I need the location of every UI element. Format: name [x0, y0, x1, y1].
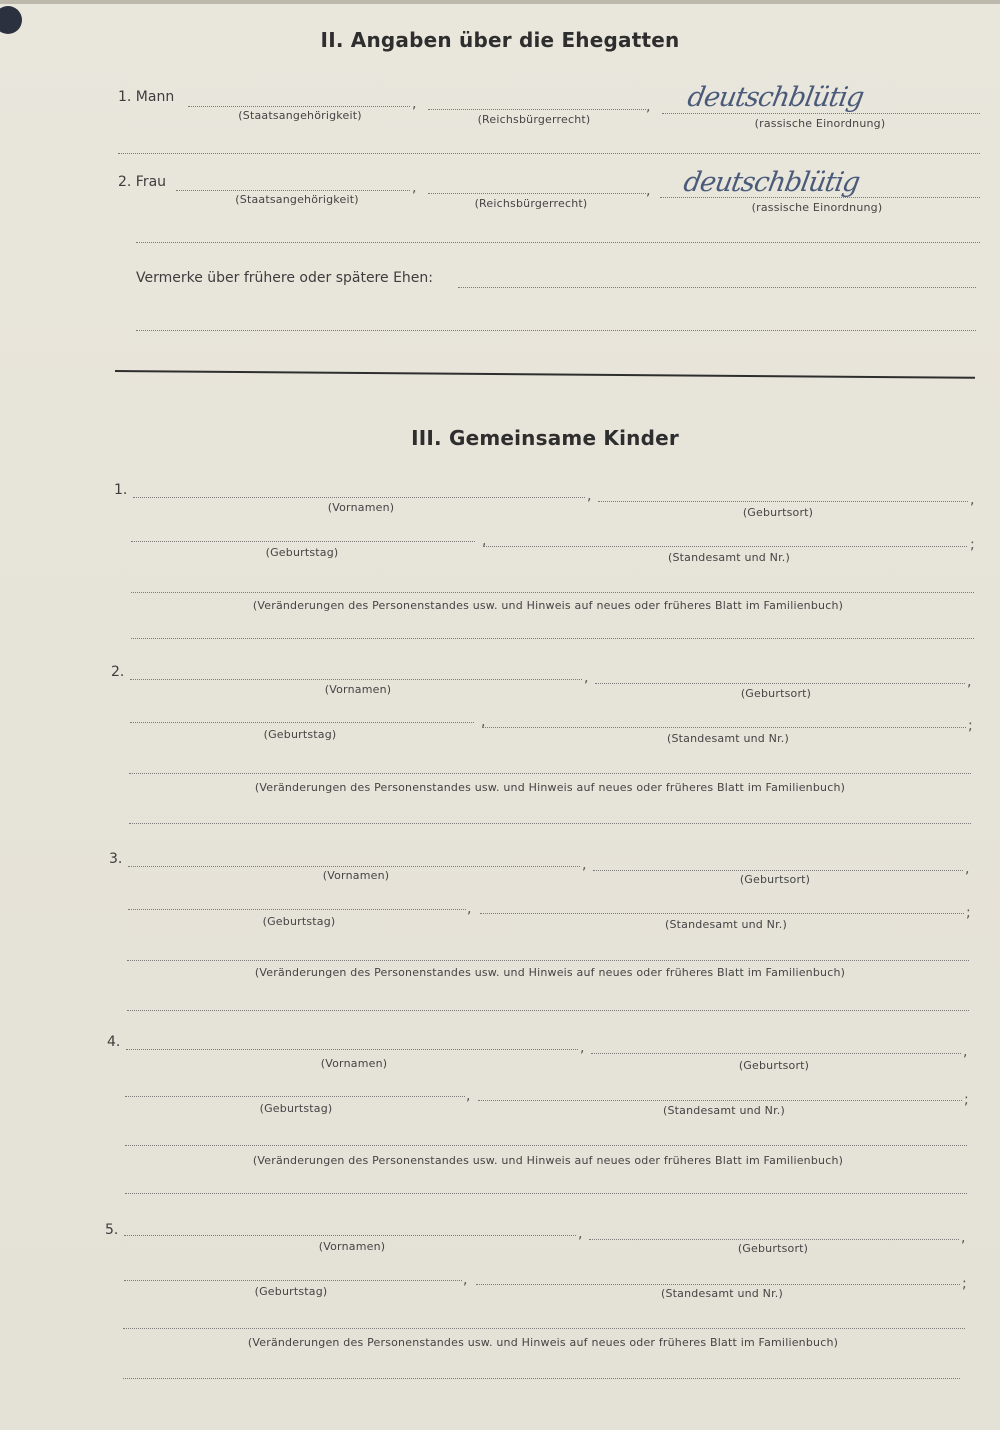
section-heading-ehegatten: II. Angaben über die Ehegatten [320, 28, 680, 52]
comma: , [481, 714, 486, 730]
veraenderungen-caption: (Veränderungen des Personenstandes usw. und Hinweis auf neues oder früheres Blatt im Familienbuch) [252, 599, 844, 612]
child-standesamt-field[interactable] [482, 727, 966, 728]
staatsangehoerigkeit-caption: (Staatsangehörigkeit) [238, 109, 362, 122]
comma: , [463, 1272, 468, 1288]
comma: , [970, 492, 975, 508]
geburtsort-caption: (Geburtsort) [742, 506, 814, 519]
child-extra-line[interactable] [129, 823, 971, 824]
child-geburtsort-field[interactable] [589, 1239, 959, 1240]
child-number: 1. [114, 482, 128, 498]
geburtstag-caption: (Geburtstag) [263, 728, 337, 741]
geburtstag-caption: (Geburtstag) [254, 1285, 328, 1298]
geburtsort-caption: (Geburtsort) [739, 873, 811, 886]
geburtstag-caption: (Geburtstag) [259, 1102, 333, 1115]
child-geburtstag-field[interactable] [124, 1280, 462, 1281]
mann-reichsbuergerrecht-field[interactable] [428, 109, 646, 110]
child-standesamt-field[interactable] [480, 913, 964, 914]
semicolon: ; [968, 718, 973, 734]
standesamt-caption: (Standesamt und Nr.) [663, 1104, 785, 1117]
child-standesamt-field[interactable] [478, 1100, 962, 1101]
standesamt-caption: (Standesamt und Nr.) [665, 918, 787, 931]
comma: , [584, 670, 589, 686]
reichsbuergerrecht-caption: (Reichsbürgerrecht) [477, 113, 591, 126]
child-veraenderungen-field[interactable] [131, 592, 974, 593]
geburtstag-caption: (Geburtstag) [265, 546, 339, 559]
comma: , [578, 1226, 583, 1242]
rassische-einordnung-caption: (rassische Einordnung) [751, 201, 883, 214]
veraenderungen-caption: (Veränderungen des Personenstandes usw. und Hinweis auf neues oder früheres Blatt im Familienbuch) [247, 1336, 839, 1349]
child-vornamen-field[interactable] [130, 679, 582, 680]
semicolon: ; [964, 1092, 969, 1108]
child-extra-line[interactable] [123, 1378, 960, 1379]
comma: , [412, 180, 417, 196]
veraenderungen-caption: (Veränderungen des Personenstandes usw. und Hinweis auf neues oder früheres Blatt im Familienbuch) [254, 966, 846, 979]
mann-extra-line[interactable] [118, 153, 980, 154]
semicolon: ; [966, 905, 971, 921]
child-veraenderungen-field[interactable] [125, 1145, 967, 1146]
child-vornamen-field[interactable] [126, 1049, 578, 1050]
child-standesamt-field[interactable] [476, 1284, 960, 1285]
child-number: 2. [111, 664, 125, 680]
vornamen-caption: (Vornamen) [327, 501, 395, 514]
comma: , [961, 1230, 966, 1246]
child-veraenderungen-field[interactable] [123, 1328, 965, 1329]
comma: , [646, 99, 651, 115]
child-geburtstag-field[interactable] [130, 722, 474, 723]
child-extra-line[interactable] [127, 1010, 969, 1011]
comma: , [963, 1044, 968, 1060]
comma: , [467, 901, 472, 917]
mann-rassische-einordnung-field[interactable] [662, 113, 980, 114]
geburtstag-caption: (Geburtstag) [262, 915, 336, 928]
child-extra-line[interactable] [125, 1193, 967, 1194]
section-heading-kinder: III. Gemeinsame Kinder [411, 426, 679, 450]
geburtsort-caption: (Geburtsort) [738, 1059, 810, 1072]
vornamen-caption: (Vornamen) [318, 1240, 386, 1253]
semicolon: ; [970, 537, 975, 553]
veraenderungen-caption: (Veränderungen des Personenstandes usw. und Hinweis auf neues oder früheres Blatt im Familienbuch) [252, 1154, 844, 1167]
geburtsort-caption: (Geburtsort) [737, 1242, 809, 1255]
vermerke-extra-line[interactable] [136, 330, 976, 331]
comma: , [466, 1088, 471, 1104]
vermerke-field[interactable] [458, 287, 976, 288]
child-geburtsort-field[interactable] [591, 1053, 961, 1054]
child-number: 3. [109, 851, 123, 867]
child-geburtstag-field[interactable] [131, 541, 475, 542]
reichsbuergerrecht-caption: (Reichsbürgerrecht) [474, 197, 588, 210]
child-geburtsort-field[interactable] [598, 501, 968, 502]
mann-label: 1. Mann [118, 89, 175, 105]
frau-handwritten-entry: deutschblütig [681, 167, 862, 198]
mann-handwritten-entry: deutschblütig [685, 82, 866, 113]
standesamt-caption: (Standesamt und Nr.) [668, 551, 790, 564]
mann-staatsangehoerigkeit-field[interactable] [188, 106, 410, 107]
comma: , [582, 857, 587, 873]
comma: , [580, 1040, 585, 1056]
veraenderungen-caption: (Veränderungen des Personenstandes usw. und Hinweis auf neues oder früheres Blatt im Familienbuch) [254, 781, 846, 794]
child-vornamen-field[interactable] [124, 1235, 576, 1236]
child-extra-line[interactable] [131, 638, 974, 639]
vornamen-caption: (Vornamen) [322, 869, 390, 882]
child-standesamt-field[interactable] [483, 546, 967, 547]
standesamt-caption: (Standesamt und Nr.) [667, 732, 789, 745]
geburtsort-caption: (Geburtsort) [740, 687, 812, 700]
child-veraenderungen-field[interactable] [127, 960, 969, 961]
child-geburtstag-field[interactable] [125, 1096, 465, 1097]
comma: , [482, 533, 487, 549]
frau-extra-line[interactable] [136, 242, 980, 243]
child-veraenderungen-field[interactable] [129, 773, 971, 774]
child-number: 4. [107, 1034, 121, 1050]
vornamen-caption: (Vornamen) [324, 683, 392, 696]
child-number: 5. [105, 1222, 119, 1238]
comma: , [412, 96, 417, 112]
child-geburtstag-field[interactable] [128, 909, 466, 910]
child-geburtsort-field[interactable] [593, 870, 963, 871]
frau-reichsbuergerrecht-field[interactable] [428, 193, 646, 194]
standesamt-caption: (Standesamt und Nr.) [661, 1287, 783, 1300]
comma: , [967, 674, 972, 690]
page-top-edge [0, 0, 1000, 4]
comma: , [646, 183, 651, 199]
frau-staatsangehoerigkeit-field[interactable] [176, 190, 410, 191]
vermerke-label: Vermerke über frühere oder spätere Ehen: [136, 270, 433, 286]
child-vornamen-field[interactable] [128, 866, 580, 867]
comma: , [965, 861, 970, 877]
child-geburtsort-field[interactable] [595, 683, 965, 684]
staatsangehoerigkeit-caption: (Staatsangehörigkeit) [235, 193, 359, 206]
frau-label: 2. Frau [118, 174, 167, 190]
vornamen-caption: (Vornamen) [320, 1057, 388, 1070]
semicolon: ; [962, 1276, 967, 1292]
comma: , [587, 488, 592, 504]
rassische-einordnung-caption: (rassische Einordnung) [754, 117, 886, 130]
section-divider [115, 370, 975, 379]
child-vornamen-field[interactable] [133, 497, 585, 498]
